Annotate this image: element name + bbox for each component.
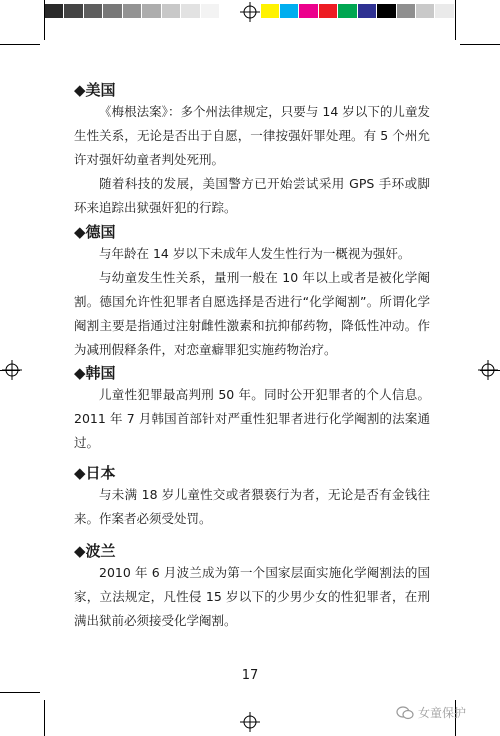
paragraph: 随着科技的发展，美国警方已开始尝试采用 GPS 手环或脚环来追踪出狱强奸犯的行踪。 xyxy=(74,176,430,215)
section-heading: ◆韩国 xyxy=(74,364,116,382)
color-swatch xyxy=(103,4,122,18)
paragraph: 与年龄在 14 岁以下未成年人发生性行为一概视为强奸。 xyxy=(99,246,411,261)
registration-mark-icon xyxy=(240,2,260,22)
paragraph: 与幼童发生性关系，量刑一般在 10 年以上或者是被化学阉割。德国允许性犯罪者自愿选择是否进行“化学阉割”。所谓化学阉割主要是指通过注射雌性激素和抗抑郁药物，降低性冲动。作为减刑假释条件，对恋童癖罪犯实施药物治疗。 xyxy=(74,270,430,357)
color-swatch xyxy=(45,4,64,18)
section-heading: ◆德国 xyxy=(74,223,116,241)
color-swatch xyxy=(319,4,338,18)
color-swatch xyxy=(261,4,280,18)
paragraph: 与未满 18 岁儿童性交或者猥亵行为者，无论是否有金钱往来。作案者必须受处罚。 xyxy=(74,487,430,526)
color-swatch xyxy=(64,4,83,18)
color-swatch xyxy=(84,4,103,18)
paragraph: 《梅根法案》：多个州法律规定，只要与 14 岁以下的儿童发生性关系，无论是否出于自愿，一律按强奸罪处理。有 5 个州允许对强奸幼童者判处死刑。 xyxy=(74,104,430,167)
section-usa xyxy=(74,80,430,220)
registration-mark-icon xyxy=(2,360,22,380)
crop-mark xyxy=(0,692,40,693)
color-swatch xyxy=(280,4,299,18)
color-swatch xyxy=(142,4,161,18)
section-heading: ◆波兰 xyxy=(74,542,116,560)
watermark-text: 女童保护 xyxy=(418,706,467,720)
section-heading: ◆美国 xyxy=(74,81,116,99)
color-swatch xyxy=(181,4,200,18)
color-swatch xyxy=(397,4,416,18)
wechat-icon xyxy=(396,706,414,720)
section-germany xyxy=(74,222,430,362)
watermark-logo xyxy=(396,704,466,721)
color-swatch xyxy=(299,4,318,18)
color-swatch xyxy=(377,4,396,18)
color-swatch xyxy=(416,4,435,18)
section-korea xyxy=(74,363,430,455)
paragraph: 儿童性犯罪最高判刑 50 年。同时公开犯罪者的个人信息。2011 年 7 月韩国首部针对严重性犯罪者进行化学阉割的法案通过。 xyxy=(74,387,430,450)
section-poland xyxy=(74,541,430,633)
color-swatch xyxy=(358,4,377,18)
color-swatch xyxy=(435,4,454,18)
page-number: 17 xyxy=(241,668,259,683)
crop-mark xyxy=(0,44,40,45)
paragraph: 2010 年 6 月波兰成为第一个国家层面实施化学阉割法的国家，立法规定，凡性侵 15 岁以下的少男少女的性犯罪者，在刑满出狱前必须接受化学阉割。 xyxy=(74,565,430,628)
color-swatch xyxy=(201,4,220,18)
section-heading: ◆日本 xyxy=(74,464,116,482)
crop-mark xyxy=(455,0,456,40)
registration-mark-icon xyxy=(240,712,260,732)
color-swatch xyxy=(338,4,357,18)
color-swatch xyxy=(123,4,142,18)
crop-mark xyxy=(44,0,45,40)
crop-mark xyxy=(460,44,500,45)
section-japan xyxy=(74,463,430,531)
crop-mark xyxy=(44,700,45,736)
registration-mark-icon xyxy=(478,360,498,380)
color-swatch xyxy=(162,4,181,18)
